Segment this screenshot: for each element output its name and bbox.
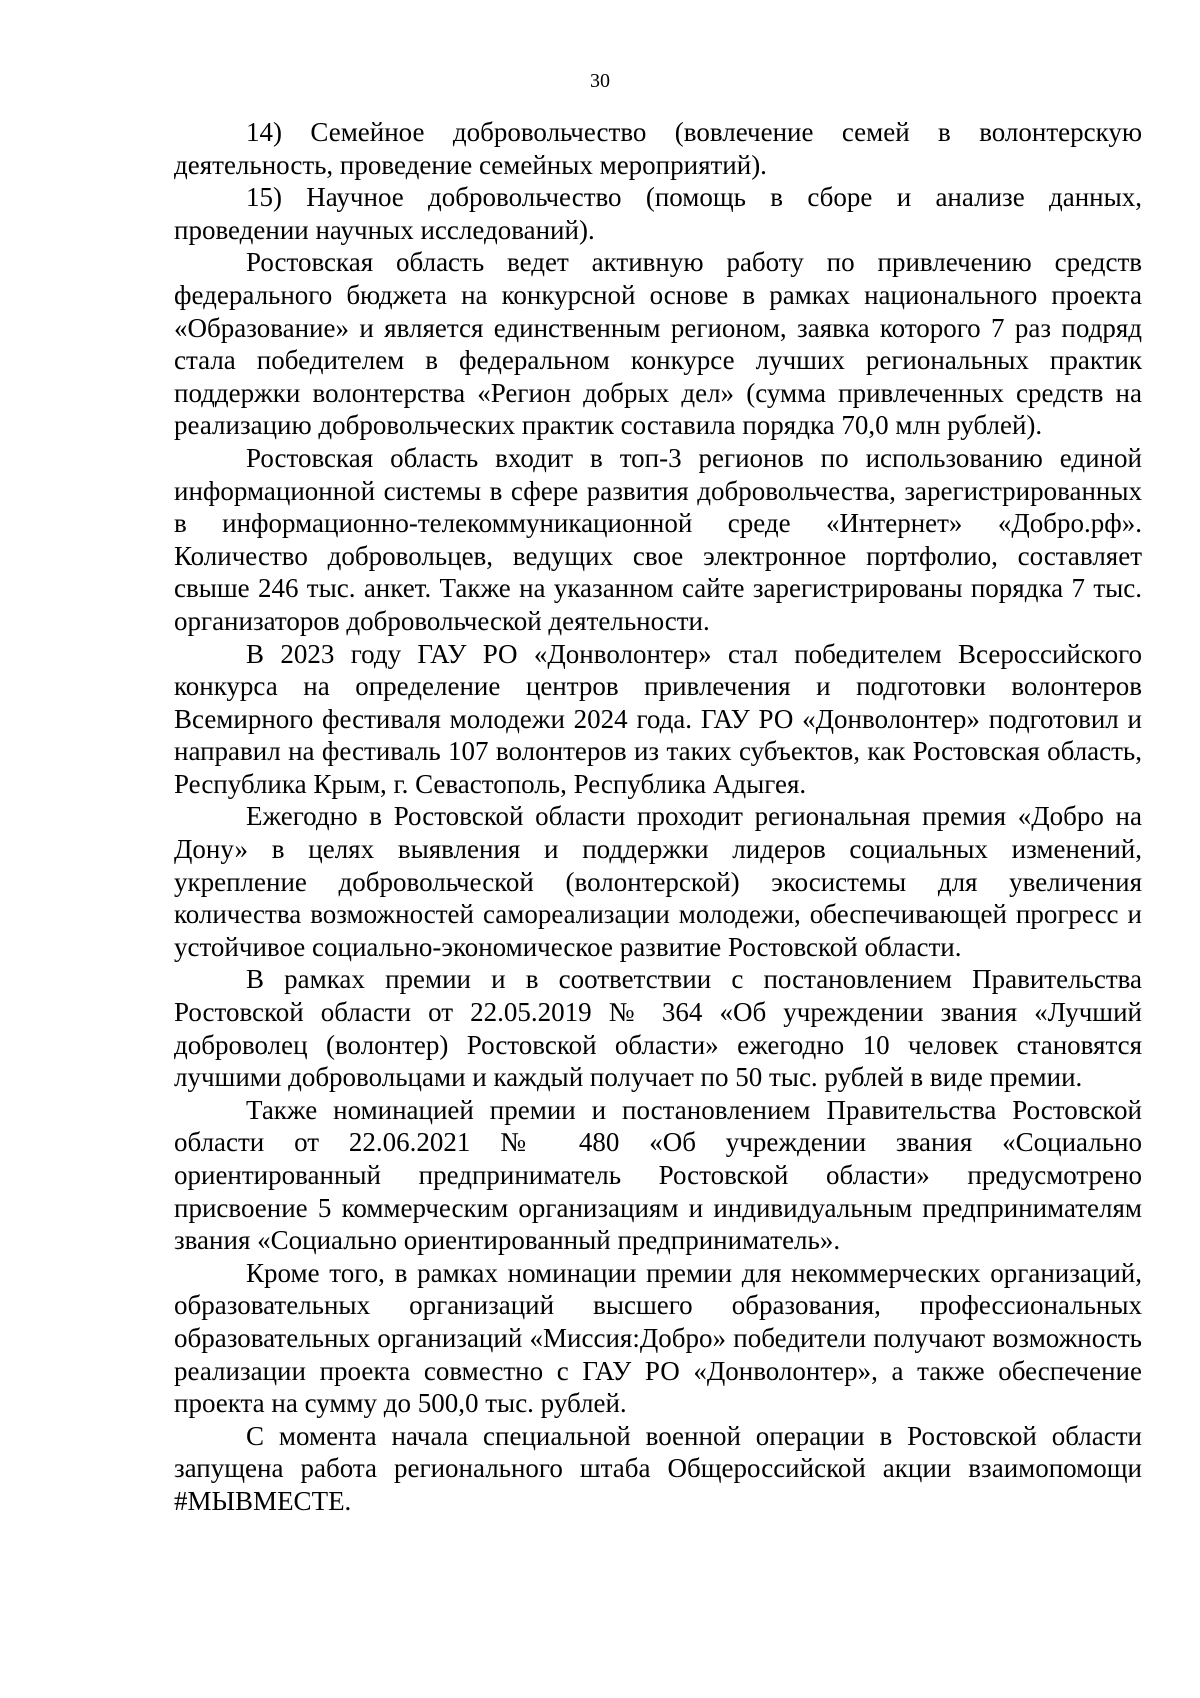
paragraph-myvmeste: С момента начала специальной военной операции в Ростовской области запущена работа регионального штаба Общероссийской акции взаимопомощи #МЫВМЕСТЕ. (174, 1420, 1142, 1516)
page-number: 30 (590, 70, 610, 92)
paragraph-missiya-dobro: Кроме того, в рамках номинации премии для некоммерческих организаций, образовательных организаций высшего образования, профессиональных образовательных организаций «Миссия:Добро» победители получают возможность реализации проекта совместно с ГАУ РО «Донволонтер», а также обеспечение проекта на сумму до 500,0 тыс. рублей. (174, 1257, 1142, 1419)
paragraph-federal-funding: Ростовская область ведет активную работу по привлечению средств федерального бюджета на конкурсной основе в рамках национального проекта «Образование» и является единственным регионом, заявка которого 7 раз подряд стала победителем в федеральном конкурсе лучших региональных практик поддержки волонтерства «Регион добрых дел» (сумма привлеченных средств на реализацию добровольческих практик составила порядка 70,0 млн рублей). (174, 247, 1142, 441)
paragraph-science-volunteering: 15) Научное добровольчество (помощь в сборе и анализе данных, проведении научных исследований). (174, 182, 1142, 245)
paragraph-donvolonter-2023: В 2023 году ГАУ РО «Донволонтер» стал победителем Всероссийского конкурса на определение центров привлечения и подготовки волонтеров Всемирного фестиваля молодежи 2024 года. ГАУ РО «Донволонтер» подготовил и направил на фестиваль 107 волонтеров из таких субъектов, как Ростовская область, Республика Крым, г. Севастополь, Республика Адыгея. (174, 638, 1142, 799)
paragraph-dobro-rf: Ростовская область входит в топ-3 регионов по использованию единой информационной системы в сфере развития добровольчества, зарегистрированных в информационно-телекоммуникационной среде «Интернет» «Добро.рф». Количество добровольцев, ведущих свое электронное портфолио, составляет свыше 246 тыс. анкет. Также на указанном сайте зарегистрированы порядка 7 тыс. организаторов добровольческой деятельности. (174, 442, 1142, 636)
paragraph-family-volunteering: 14) Семейное добровольчество (вовлечение семей в волонтерскую деятельность, проведение семейных мероприятий). (174, 117, 1142, 180)
document-body (174, 116, 1142, 1518)
paragraph-best-volunteer-title: В рамках премии и в соответствии с постановлением Правительства Ростовской области от 22.05.2019 № 364 «Об учреждении звания «Лучший доброволец (волонтер) Ростовской области» ежегодно 10 человек становятся лучшими добровольцами и каждый получает по 50 тыс. рублей в виде премии. (174, 964, 1142, 1093)
paragraph-dobro-na-donu-award: Ежегодно в Ростовской области проходит региональная премия «Добро на Дону» в целях выявления и поддержки лидеров социальных изменений, укрепление добровольческой (волонтерской) экосистемы для увеличения количества возможностей самореализации молодежи, обеспечивающей прогресс и устойчивое социально-экономическое развитие Ростовской области. (174, 801, 1142, 962)
paragraph-social-entrepreneur-title: Также номинацией премии и постановлением Правительства Ростовской области от 22.06.2021 № 480 «Об учреждении звания «Социально ориентированный предприниматель Ростовской области» предусмотрено присвоение 5 коммерческим организациям и индивидуальным предпринимателям звания «Социально ориентированный предприниматель». (174, 1094, 1142, 1256)
